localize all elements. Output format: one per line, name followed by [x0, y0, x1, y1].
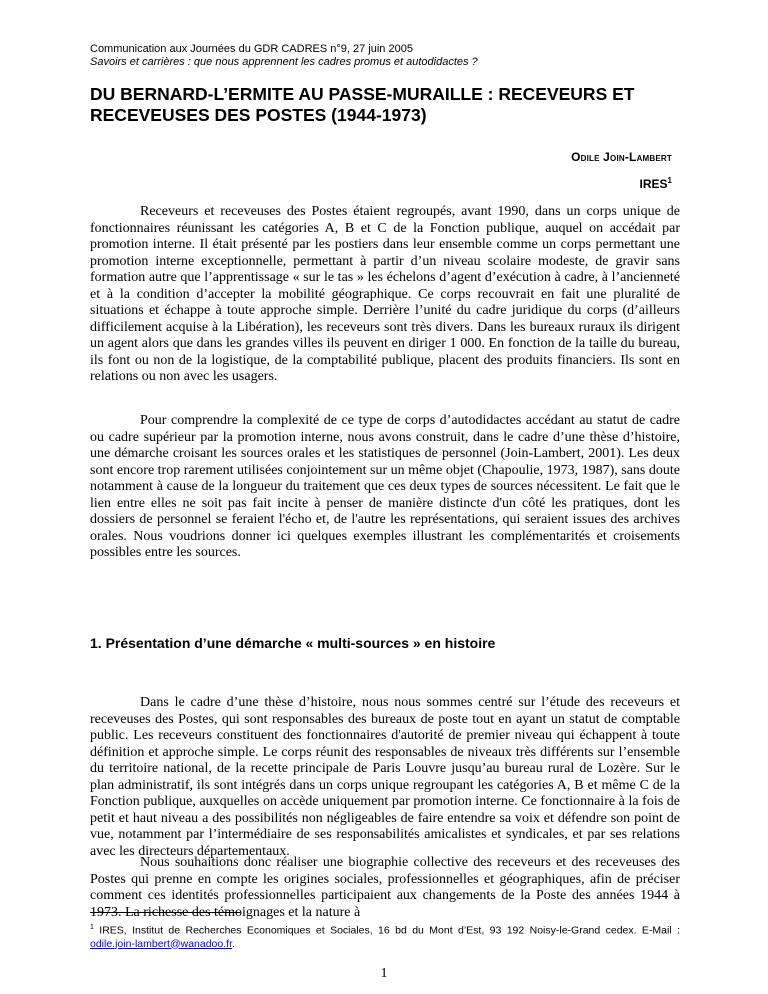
footnote-ref[interactable]: 1 — [667, 176, 672, 185]
footnote-number: 1 — [90, 924, 94, 931]
affiliation-text: IRES — [639, 177, 668, 191]
paragraph-section-2: Nous souhaitions donc réaliser une biographie collective des receveurs et des receveuses des Postes qui prenne en compte les origines sociales, professionnelles et géographiques, afin de préciser comment ces identités professionnelles participaient aux changements de la Poste des années 1944 à 1973. La richesse des témoignages et la nature à — [90, 855, 680, 920]
page-number: 1 — [380, 966, 388, 981]
header-conference: Communication aux Journées du GDR CADRES n°9, 27 juin 2005 — [90, 43, 413, 55]
header-theme: Savoirs et carrières : que nous apprennent les cadres promus et autodidactes ? — [90, 56, 478, 68]
paper-title: DU BERNARD-L’ERMITE AU PASSE-MURAILLE : RECEVEURS ET RECEVEUSES DES POSTES (1944-1973) — [90, 84, 635, 125]
footnote-rule — [90, 912, 240, 913]
author-affiliation — [571, 174, 672, 191]
paragraph-intro: Receveurs et receveuses des Postes étaient regroupés, avant 1990, dans un corps unique de fonctionnaires réunissant les catégories A, B et C de la Fonction publique, auquel on accédait par promotion interne. Il était présenté par les postiers dans leur ensemble comme un corps permettant une promotion interne exceptionnelle, permettant à partir d’un niveau scolaire modeste, de gravir sans formation autre que l’apprentissage « sur le tas » les échelons d’agent d’exécution à cadre, à l’ancienneté et à la condition d’accepter la mobilité géographique. Ce corps recouvrait en fait une pluralité de situations et échappe à toute approche simple. Derrière l’unité du cadre juridique du corps (d’ailleurs difficilement acquise à la Libération), les receveurs sont très divers. Dans les bureaux ruraux ils dirigent un agent alors que dans les grandes villes ils peuvent en diriger 1 000. En fonction de la taille du bureau, ils font ou non de la logistique, de la comptabilité publique, placent des produits financiers. Ils sont en relations ou non avec les usagers. — [90, 204, 680, 384]
running-header — [90, 43, 478, 69]
section-heading: 1. Présentation d’une démarche « multi-sources » en histoire — [90, 635, 496, 651]
author-name: Odile Join-Lambert — [571, 150, 672, 164]
footnote-email-link[interactable]: odile.join-lambert@wanadoo.fr — [90, 937, 232, 950]
author-block — [571, 150, 672, 191]
footnote-end: . — [232, 937, 235, 950]
footnote — [90, 921, 680, 951]
paragraph-section-1: Dans le cadre d’une thèse d’histoire, nous nous sommes centré sur l’étude des receveurs et receveuses des Postes, qui sont responsables des bureaux de poste tout en ayant un statut de comptable public. Les receveurs constituent des fonctionnaires d'autorité de premier niveau qui échappent à toute définition et approche simple. Le corps réunit des responsables de niveaux très différents sur l’ensemble du territoire national, de la recette principale de Paris Louvre jusqu’au bureau rural de Lozère. Sur le plan administratif, ils sont intégrés dans un corps unique regroupant les catégories A, B et même C de la Fonction publique, auxquelles on accède uniquement par promotion interne. Ce fonctionnaire à la fois de petit et haut niveau a des possibilités non négligeables de faire entendre sa voix et défendre son point de vue, notamment par l’intermédiaire de ses responsabilités amicalistes et syndicales, et par ses relations avec les directeurs départementaux. — [90, 695, 680, 859]
paragraph-method: Pour comprendre la complexité de ce type de corps d’autodidactes accédant au statut de cadre ou cadre supérieur par la promotion interne, nous avons construit, dans le cadre d’une thèse d’histoire, une démarche croisant les sources orales et les statistiques de personnel (Join-Lambert, 2001). Les deux sont encore trop rarement utilisées conjointement sur un même objet (Chapoulie, 1973, 1987), sans doute notamment à cause de la longueur du traitement que ces deux types de sources nécessitent. Le fait que le lien entre elles ne soit pas fait incite à penser de manière distincte d'un côté les pratiques, dont les dossiers de personnel se feraient l'écho et, de l'autre les représentations, qui seraient issues des archives orales. Nous voudrions donner ici quelques exemples illustrant les complémentarités et croisements possibles entre les sources. — [90, 413, 680, 560]
footnote-text: IRES, Institut de Recherches Economiques et Sociales, 16 bd du Mont d’Est, 93 192 Noisy-le-Grand cedex. E-Mail : — [99, 924, 680, 937]
